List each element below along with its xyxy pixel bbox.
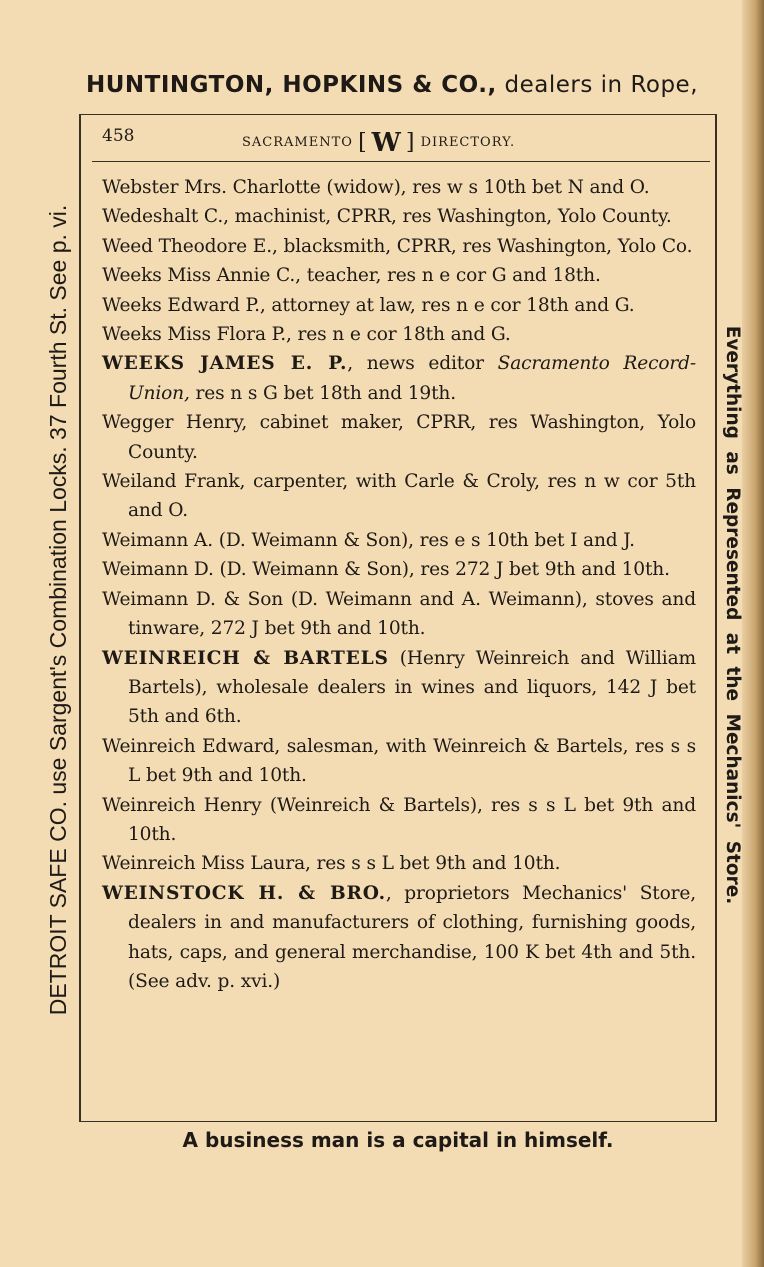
running-head-right-word: DIRECTORY. bbox=[420, 135, 516, 150]
entry-newspaper: Sacramento Record-Union, bbox=[128, 353, 697, 404]
entry-details: res n s G bet 18th and 19th. bbox=[189, 382, 456, 404]
top-advert-firm: HUNTINGTON, HOPKINS & CO., bbox=[86, 72, 497, 98]
top-advert-banner bbox=[86, 72, 736, 98]
frame-bottom-rule bbox=[79, 1121, 717, 1122]
entry-name: WEEKS JAMES E. P. bbox=[102, 353, 348, 375]
frame-top-rule bbox=[79, 114, 717, 115]
bottom-motto: A business man is a capital in himself. bbox=[182, 1128, 614, 1152]
left-margin-advert: DETROIT SAFE CO. use Sargent's Combination Locks. 37 Fourth St. See p. vi. bbox=[45, 204, 71, 1016]
frame-left-rule bbox=[79, 114, 81, 1122]
open-bracket: [ bbox=[358, 130, 368, 155]
directory-entry bbox=[102, 261, 696, 290]
running-head-left-word: SACRAMENTO bbox=[242, 135, 353, 150]
directory-entry bbox=[102, 555, 696, 584]
entry-details: , attorney at law, res n e cor 18th and G. bbox=[259, 294, 635, 316]
directory-entry bbox=[102, 232, 696, 261]
entry-details: , news editor bbox=[347, 353, 498, 375]
directory-entry bbox=[102, 732, 696, 791]
entry-details: , proprietors Mechanics' Store, dealers in and manufacturers of clothing, furnishing goods, hats, caps, and general merchandise, 100 K bet 4th and 5th. (See adv. p. xvi.) bbox=[128, 882, 696, 992]
entry-name: Weeks Miss Flora P. bbox=[102, 324, 287, 346]
entry-name: Weeks Edward P. bbox=[102, 294, 260, 316]
right-margin-advert: Everything as Represented at the Mechanics' Store. bbox=[722, 325, 743, 905]
entry-details: , res n e cor 18th and G. bbox=[286, 324, 511, 346]
directory-entry bbox=[102, 791, 696, 850]
running-head bbox=[92, 124, 708, 158]
entry-details: (D. Weimann and A. Weimann), stoves and tinware, 272 J bet 9th and 10th. bbox=[128, 588, 696, 640]
entry-name: WEINSTOCK H. & BRO. bbox=[102, 882, 386, 904]
entry-name: Weimann D. & Son bbox=[102, 588, 284, 610]
entry-details: , machinist, CPRR, res Washington, Yolo County. bbox=[223, 206, 672, 228]
entry-details: , teacher, res n e cor G and 18th. bbox=[295, 265, 601, 287]
directory-entry bbox=[102, 202, 696, 231]
entry-details: (Henry Weinreich and William Bartels), wholesale dealers in wines and liquors, 142 J bet 5th and 6th. bbox=[128, 647, 696, 728]
entry-details: , cabinet maker, CPRR, res Washington, Yolo County. bbox=[128, 412, 697, 463]
entry-name: Weinreich Henry bbox=[102, 794, 262, 816]
entry-name: Weiland Frank bbox=[102, 471, 240, 493]
directory-entry bbox=[102, 526, 696, 555]
entry-details: (D. Weimann & Son), res 272 J bet 9th and 10th. bbox=[213, 559, 670, 581]
entry-name: Webster Mrs. Charlotte bbox=[102, 177, 321, 198]
entry-name: Weimann D. bbox=[102, 559, 214, 581]
header-rule bbox=[92, 161, 710, 162]
directory-entry bbox=[102, 585, 696, 644]
entry-details: (Weinreich & Bartels), res s s L bet 9th and 10th. bbox=[128, 794, 696, 845]
entry-name: Weinreich Miss Laura bbox=[102, 853, 306, 875]
entry-details: (D. Weimann & Son), res e s 10th bet I and J. bbox=[212, 529, 635, 551]
section-letter: W bbox=[371, 128, 402, 158]
entry-name: WEINREICH & BARTELS bbox=[102, 647, 389, 669]
entry-details: (widow), res w s 10th bet N and O. bbox=[320, 177, 650, 198]
frame-right-rule bbox=[715, 114, 717, 1122]
entry-name: Wegger Henry bbox=[102, 412, 242, 434]
entry-name: Weimann A. bbox=[102, 529, 213, 551]
entry-details: , salesman, with Weinreich & Bartels, res s s L bet 9th and 10th. bbox=[128, 735, 697, 787]
top-advert-text: dealers in Rope, bbox=[496, 72, 699, 98]
directory-entries bbox=[102, 173, 696, 996]
entry-name: Wedeshalt C. bbox=[102, 206, 224, 228]
entry-details: , res s s L bet 9th and 10th. bbox=[305, 853, 561, 875]
directory-entry bbox=[102, 408, 696, 467]
directory-entry bbox=[102, 320, 696, 349]
directory-entry bbox=[102, 291, 696, 320]
directory-entry bbox=[102, 644, 696, 732]
directory-entry bbox=[102, 173, 696, 202]
directory-entry bbox=[102, 467, 696, 526]
entry-details: , carpenter, with Carle & Croly, res n w cor 5th and O. bbox=[128, 471, 696, 522]
entry-name: Weinreich Edward bbox=[102, 735, 275, 757]
directory-entry bbox=[102, 349, 696, 408]
entry-name: Weeks Miss Annie C. bbox=[102, 265, 296, 287]
running-head-title bbox=[242, 128, 515, 158]
directory-entry bbox=[102, 879, 696, 997]
page-number: 458 bbox=[102, 126, 135, 146]
entry-name: Weed Theodore E. bbox=[102, 235, 272, 257]
close-bracket: ] bbox=[405, 130, 416, 155]
entry-details: , blacksmith, CPRR, res Washington, Yolo Co. bbox=[271, 235, 693, 257]
page-edge bbox=[742, 0, 764, 1267]
directory-entry bbox=[102, 849, 696, 878]
